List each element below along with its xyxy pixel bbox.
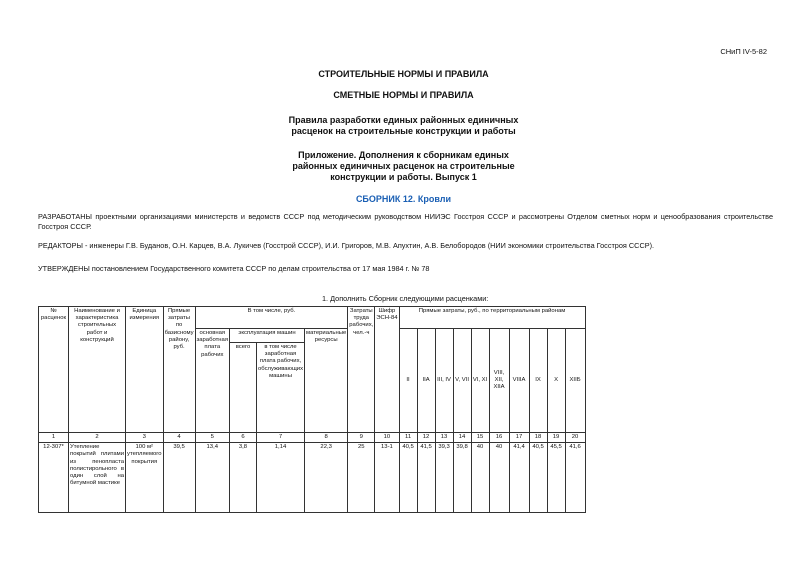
appendix-line: Приложение. Дополнения к сборникам единых <box>298 150 509 160</box>
document-title <box>0 115 807 137</box>
header-labor-costs: Затраты труда рабочих, чел.-ч <box>348 307 375 433</box>
table-row <box>39 443 586 513</box>
cell-region-viiia: 41,4 <box>509 443 529 513</box>
appendix-line: конструкции и работы. Выпуск 1 <box>330 172 477 182</box>
column-number: 5 <box>195 433 229 443</box>
editors-paragraph: РЕДАКТОРЫ - инженеры Г.В. Буданов, О.Н. Карцев, В.А. Лукичев (Госстрой СССР), И.И. Григоров, М.В. Апухтин, А.В. Белобородов (НИИ экономики строительства Госстроя СССР). <box>38 241 655 250</box>
header-materials: материальные ресурсы <box>305 329 348 433</box>
column-number: 11 <box>399 433 417 443</box>
rates-table <box>38 306 586 513</box>
header-region-viiia: VIIIA <box>509 329 529 433</box>
cell-unit: 100 м² утепляемого покрытия <box>126 443 164 513</box>
header-base-wages: основная заработная плата рабочих <box>195 329 229 433</box>
header-region-xiib: XIIБ <box>565 329 585 433</box>
header-region-iia: IIA <box>417 329 435 433</box>
column-number: 18 <box>529 433 547 443</box>
column-number: 14 <box>453 433 471 443</box>
column-number: 10 <box>375 433 399 443</box>
column-number: 4 <box>163 433 195 443</box>
header-including: В том числе, руб. <box>195 307 348 329</box>
appendix-line: районных единичных расценок на строительные <box>292 161 515 171</box>
cell-region-viii-xii-xiia: 40 <box>489 443 509 513</box>
column-number: 6 <box>230 433 257 443</box>
column-number: 15 <box>471 433 489 443</box>
header-region-ii: II <box>399 329 417 433</box>
cell-region-v-vii: 39,8 <box>453 443 471 513</box>
header-machine-operation: эксплуатация машин <box>230 329 305 343</box>
column-number: 8 <box>305 433 348 443</box>
column-number: 16 <box>489 433 509 443</box>
approved-paragraph: УТВЕРЖДЕНЫ постановлением Государственного комитета СССР по делам строительства от 17 мая 1984 г. № 78 <box>38 264 430 273</box>
document-code: СНиП IV-5-82 <box>720 47 767 56</box>
cell-region-ii: 40,5 <box>399 443 417 513</box>
appendix-title <box>0 150 807 183</box>
header-esn-code: Шифр ЭСН-84 <box>375 307 399 433</box>
column-number: 12 <box>417 433 435 443</box>
header-unit: Единица измерения <box>126 307 164 433</box>
cell-direct-costs: 39,5 <box>163 443 195 513</box>
developed-paragraph: РАЗРАБОТАНЫ проектными организациями министерств и ведомств СССР под методическим руководством НИИЭС Госстроя СССР и рассмотрены Отделом сметных норм и ценообразования строительстве Госстроя СССР. <box>38 212 773 231</box>
cell-esn-code: 13-1 <box>375 443 399 513</box>
column-number: 1 <box>39 433 69 443</box>
column-number: 17 <box>509 433 529 443</box>
header-work-name: Наименование и характеристика строительных работ и конструкций <box>69 307 126 433</box>
cell-region-x: 45,5 <box>547 443 565 513</box>
header-machines-total: всего <box>230 343 257 433</box>
cell-machine-operator-wages: 1,14 <box>257 443 305 513</box>
cell-region-iii-iv: 39,3 <box>435 443 453 513</box>
header-direct-costs: Прямые затраты по базисному району, руб. <box>163 307 195 433</box>
header-machine-operator-wages: в том числе заработная плата рабочих, обслуживающих машины <box>257 343 305 433</box>
title-line: расценок на строительные конструкции и работы <box>291 126 516 136</box>
column-number: 20 <box>565 433 585 443</box>
header-region-viii-xii-xiia: VIII, XII, XIIA <box>489 329 509 433</box>
column-number: 2 <box>69 433 126 443</box>
cell-base-wages: 13,4 <box>195 443 229 513</box>
cell-rate-number: 12-307* <box>39 443 69 513</box>
header-region-vi-xi: VI, XI <box>471 329 489 433</box>
header-region-x: X <box>547 329 565 433</box>
column-number: 19 <box>547 433 565 443</box>
cell-labor-costs: 25 <box>348 443 375 513</box>
cell-region-ix: 40,5 <box>529 443 547 513</box>
title-line: Правила разработки единых районных единичных <box>288 115 519 125</box>
cell-machines-total: 3,8 <box>230 443 257 513</box>
cell-region-iia: 41,5 <box>417 443 435 513</box>
header-rate-number: № расценок <box>39 307 69 433</box>
cell-region-xiib: 41,6 <box>565 443 585 513</box>
collection-title: СБОРНИК 12. Кровли <box>355 194 452 204</box>
heading-estimate-norms: СМЕТНЫЕ НОРМЫ И ПРАВИЛА <box>333 90 474 100</box>
table-caption: 1. Дополнить Сборник следующими расценками: <box>322 294 489 303</box>
column-number: 3 <box>126 433 164 443</box>
column-number: 13 <box>435 433 453 443</box>
cell-region-vi-xi: 40 <box>471 443 489 513</box>
header-regional-costs: Прямые затраты, руб., по территориальным районам <box>399 307 585 329</box>
header-region-iii-iv: III, IV <box>435 329 453 433</box>
column-number: 9 <box>348 433 375 443</box>
header-region-v-vii: V, VII <box>453 329 471 433</box>
cell-materials: 22,3 <box>305 443 348 513</box>
cell-work-name: Утепление покрытий плитами из пенопласта полистирольного в один слой на битумной мастике <box>69 443 126 513</box>
heading-building-norms: СТРОИТЕЛЬНЫЕ НОРМЫ И ПРАВИЛА <box>318 69 489 79</box>
column-number: 7 <box>257 433 305 443</box>
header-region-ix: IX <box>529 329 547 433</box>
